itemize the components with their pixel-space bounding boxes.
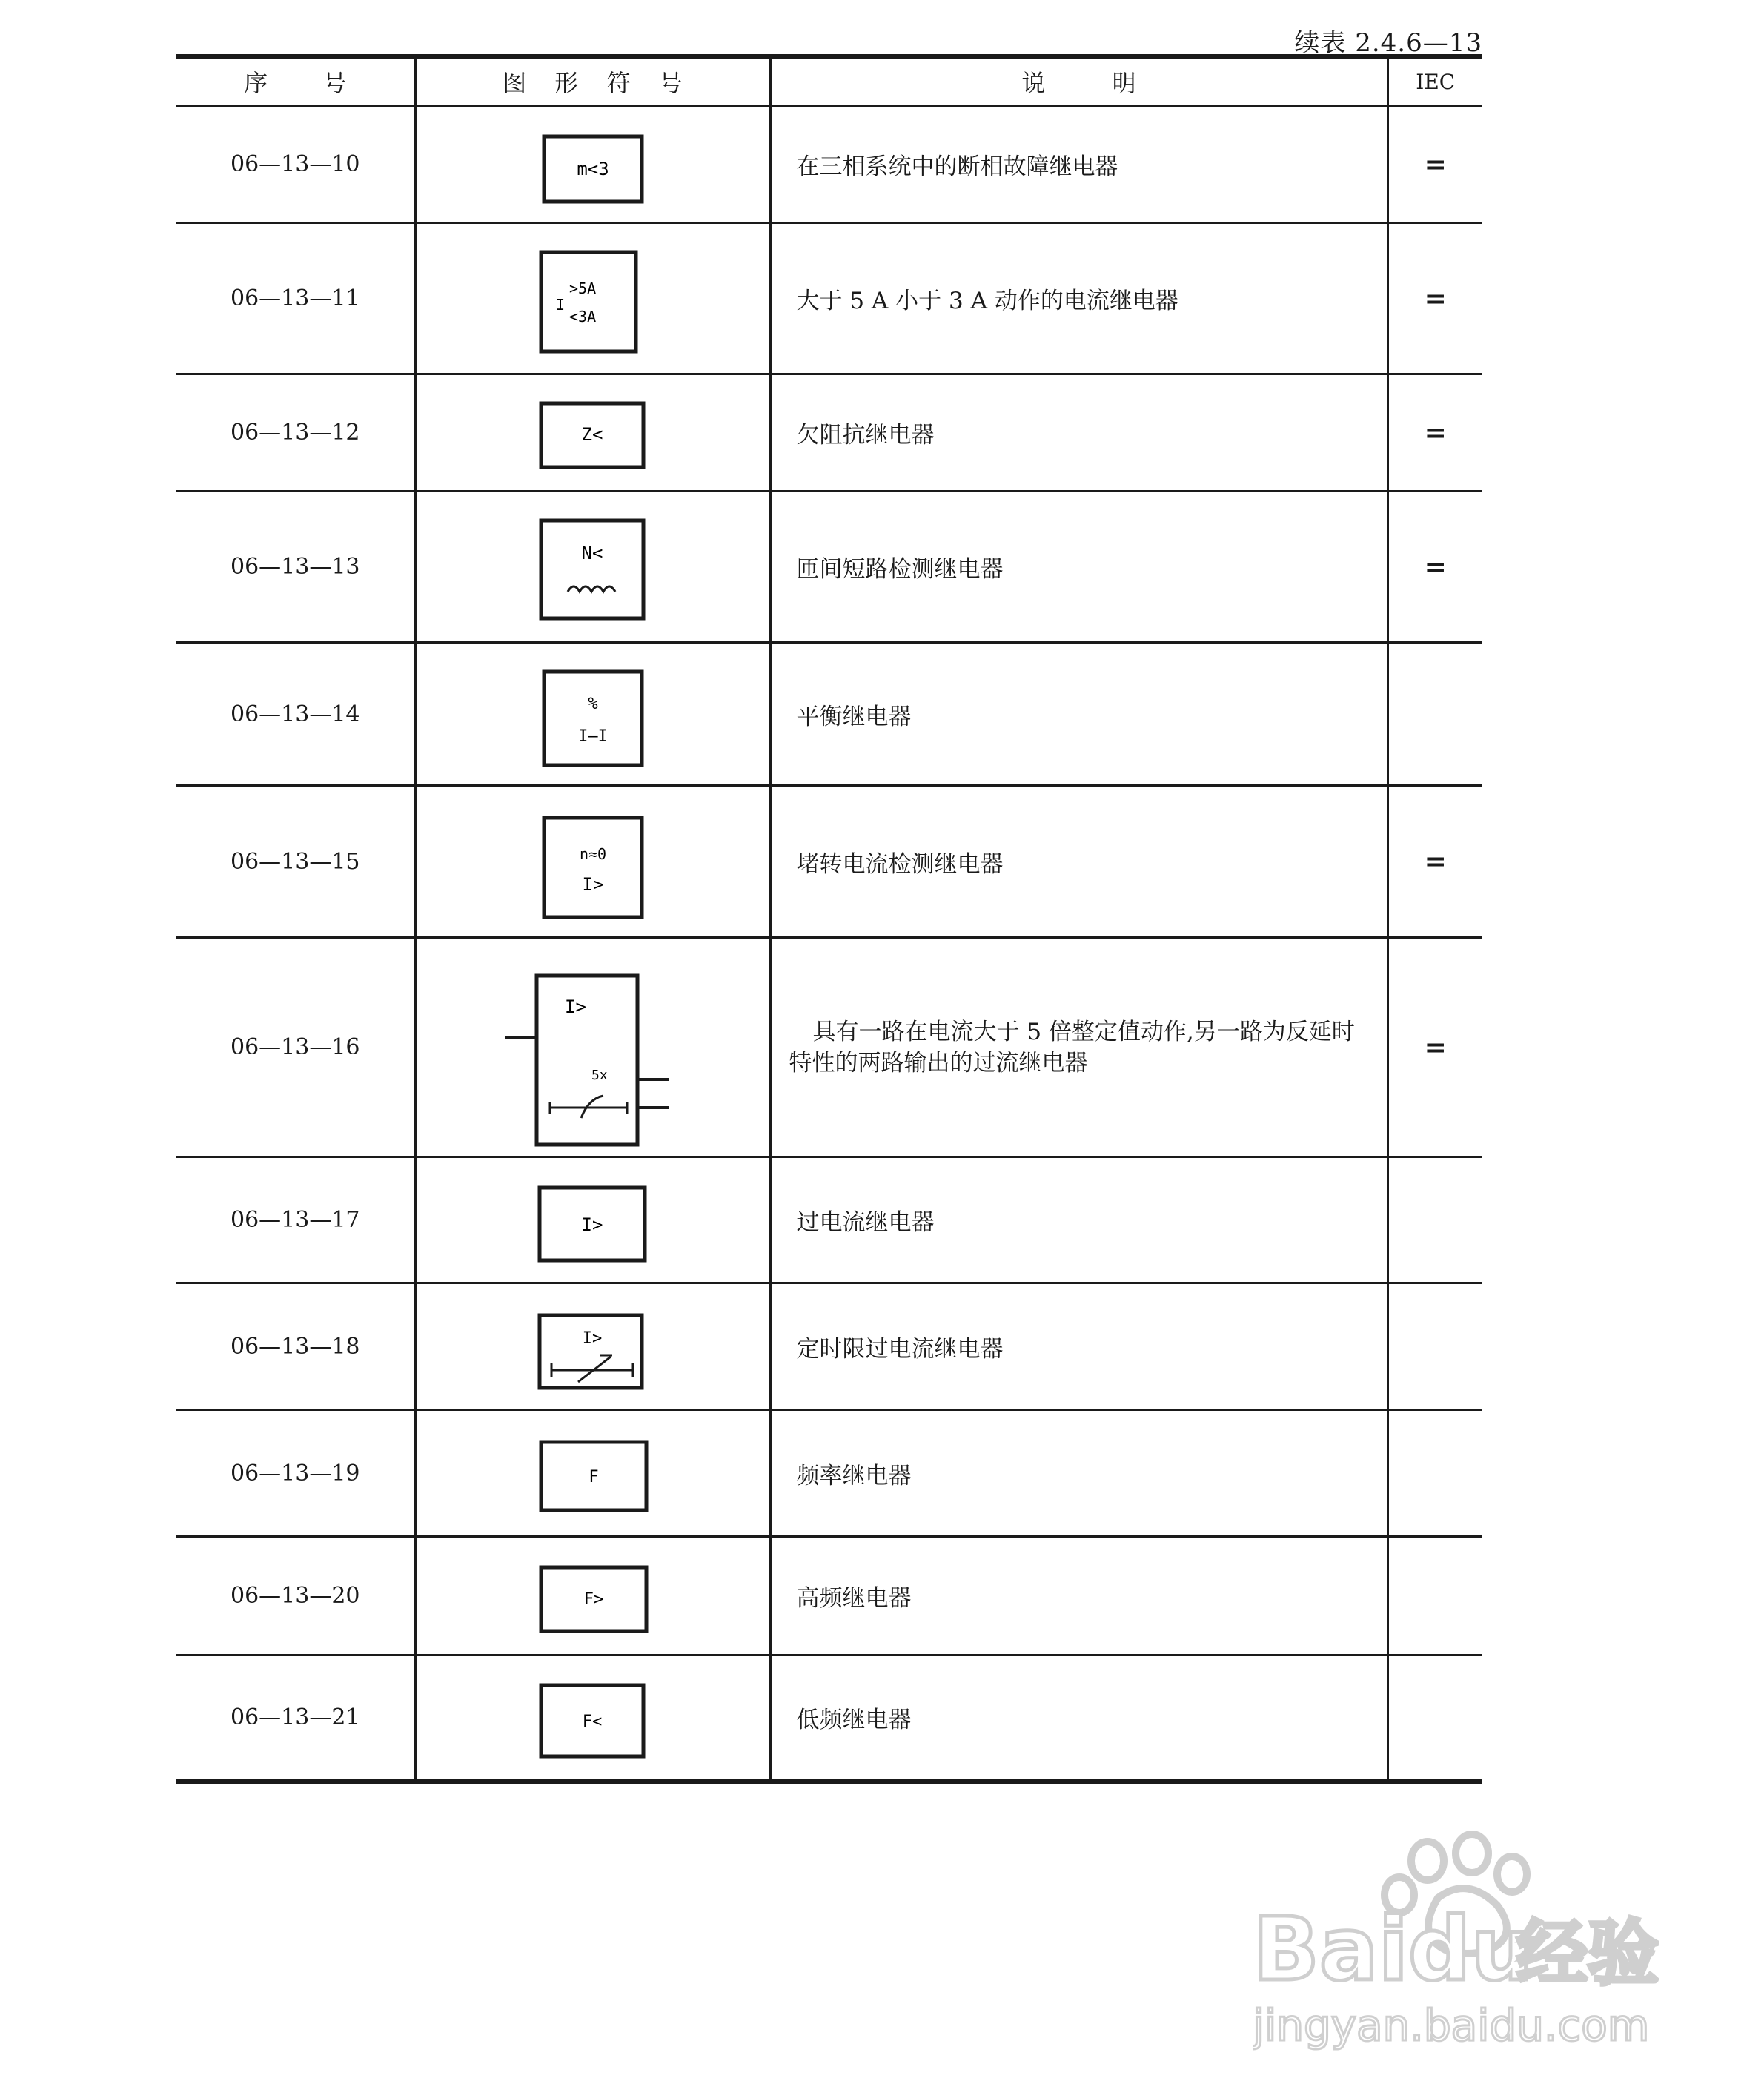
row-description: 过电流继电器 xyxy=(770,1157,1387,1283)
row-iec xyxy=(1387,1283,1482,1410)
row-iec: = xyxy=(1387,223,1482,374)
watermark-url: jingyan.baidu.com xyxy=(1253,2000,1650,2051)
row-description: 匝间短路检测继电器 xyxy=(770,492,1387,643)
symbol-table xyxy=(176,54,1482,1784)
symbol-cell xyxy=(415,1410,770,1537)
table-row xyxy=(176,374,1482,492)
symbol-cell xyxy=(415,1537,770,1656)
symbol-cell xyxy=(415,1283,770,1410)
row-number: 06—13—11 xyxy=(176,223,415,374)
table-row xyxy=(176,1283,1482,1410)
row-number: 06—13—19 xyxy=(176,1410,415,1537)
balance-relay-symbol xyxy=(417,645,772,784)
under-impedance-relay-symbol xyxy=(417,377,772,489)
header-no: 序 号 xyxy=(176,56,415,106)
row-description: 平衡继电器 xyxy=(770,643,1387,786)
symbol-label: I xyxy=(555,295,565,314)
symbol-cell xyxy=(415,938,770,1157)
row-number: 06—13—17 xyxy=(176,1157,415,1283)
row-description: 高频继电器 xyxy=(770,1537,1387,1656)
row-description: 大于 5 A 小于 3 A 动作的电流继电器 xyxy=(770,223,1387,374)
phase-failure-relay-symbol xyxy=(417,108,772,221)
table-row xyxy=(176,1537,1482,1656)
row-iec xyxy=(1387,1537,1482,1656)
row-iec: = xyxy=(1387,374,1482,492)
row-description: 频率继电器 xyxy=(770,1410,1387,1537)
dual-output-overcurrent-relay-symbol xyxy=(417,940,772,1155)
row-iec: = xyxy=(1387,106,1482,223)
table-row xyxy=(176,938,1482,1157)
interturn-short-relay-symbol xyxy=(417,494,772,641)
under-frequency-relay-symbol xyxy=(417,1657,772,1779)
row-description: 定时限过电流继电器 xyxy=(770,1283,1387,1410)
row-number: 06—13—10 xyxy=(176,106,415,223)
symbol-label: Z< xyxy=(581,423,603,445)
symbol-cell xyxy=(415,786,770,938)
symbol-cell xyxy=(415,374,770,492)
locked-rotor-relay-symbol xyxy=(417,788,772,936)
definite-time-icon xyxy=(551,1355,633,1382)
frequency-relay-symbol xyxy=(417,1412,772,1535)
table-row xyxy=(176,223,1482,374)
watermark-brand: Baidu xyxy=(1253,1898,1533,2000)
symbol-label: I> xyxy=(582,873,603,895)
symbol-label: I> xyxy=(564,996,586,1017)
row-iec xyxy=(1387,1157,1482,1283)
watermark-brand-cn: 经验 xyxy=(1516,1912,1659,1995)
symbol-label: 5x xyxy=(591,1067,608,1083)
header-iec: IEC xyxy=(1387,56,1482,106)
table-caption: 续表 2.4.6—13 xyxy=(1294,28,1482,58)
table-row xyxy=(176,106,1482,223)
symbol-label: I—I xyxy=(577,727,608,746)
table-row xyxy=(176,1410,1482,1537)
over-frequency-relay-symbol xyxy=(417,1539,772,1653)
header-desc: 说 明 xyxy=(770,56,1387,106)
overcurrent-relay-symbol xyxy=(417,1160,772,1281)
row-description: 在三相系统中的断相故障继电器 xyxy=(770,106,1387,223)
symbol-label: >5A xyxy=(568,279,596,297)
table-row xyxy=(176,492,1482,643)
table-row xyxy=(176,1157,1482,1283)
definite-time-overcurrent-relay-symbol xyxy=(417,1286,772,1408)
symbol-label: N< xyxy=(581,542,603,563)
symbol-cell xyxy=(415,643,770,786)
current-window-relay-symbol xyxy=(417,225,772,372)
symbol-label: F< xyxy=(582,1712,602,1731)
row-number: 06—13—18 xyxy=(176,1283,415,1410)
symbol-cell xyxy=(415,106,770,223)
symbol-label: n≈0 xyxy=(579,844,606,863)
table-row xyxy=(176,786,1482,938)
coil-icon xyxy=(568,586,615,592)
row-description: 具有一路在电流大于 5 倍整定值动作,另一路为反延时特性的两路输出的过流继电器 xyxy=(770,938,1387,1157)
row-description: 堵转电流检测继电器 xyxy=(770,786,1387,938)
table-row xyxy=(176,1656,1482,1782)
symbol-label: F> xyxy=(583,1590,603,1609)
baidu-jingyan-watermark xyxy=(1253,1831,1668,2054)
symbol-label: I> xyxy=(582,1329,602,1348)
row-iec: = xyxy=(1387,492,1482,643)
symbol-cell xyxy=(415,223,770,374)
symbol-cell xyxy=(415,1157,770,1283)
row-description: 欠阻抗继电器 xyxy=(770,374,1387,492)
inverse-time-icon xyxy=(550,1096,627,1118)
row-number: 06—13—12 xyxy=(176,374,415,492)
row-iec: = xyxy=(1387,938,1482,1157)
row-number: 06—13—14 xyxy=(176,643,415,786)
symbol-label: m<3 xyxy=(576,158,609,179)
symbol-cell xyxy=(415,492,770,643)
symbol-label: % xyxy=(587,694,598,713)
row-iec xyxy=(1387,1656,1482,1782)
row-number: 06—13—21 xyxy=(176,1656,415,1782)
row-iec: = xyxy=(1387,786,1482,938)
row-description: 低频继电器 xyxy=(770,1656,1387,1782)
row-iec xyxy=(1387,643,1482,786)
header-row xyxy=(176,56,1482,106)
row-number: 06—13—15 xyxy=(176,786,415,938)
header-symbol: 图 形 符 号 xyxy=(415,56,770,106)
symbol-cell xyxy=(415,1656,770,1782)
table-row xyxy=(176,643,1482,786)
symbol-label: <3A xyxy=(568,307,596,325)
symbol-label: F xyxy=(588,1467,599,1486)
row-iec xyxy=(1387,1410,1482,1537)
row-number: 06—13—13 xyxy=(176,492,415,643)
row-number: 06—13—20 xyxy=(176,1537,415,1656)
row-number: 06—13—16 xyxy=(176,938,415,1157)
symbol-label: I> xyxy=(581,1214,603,1235)
